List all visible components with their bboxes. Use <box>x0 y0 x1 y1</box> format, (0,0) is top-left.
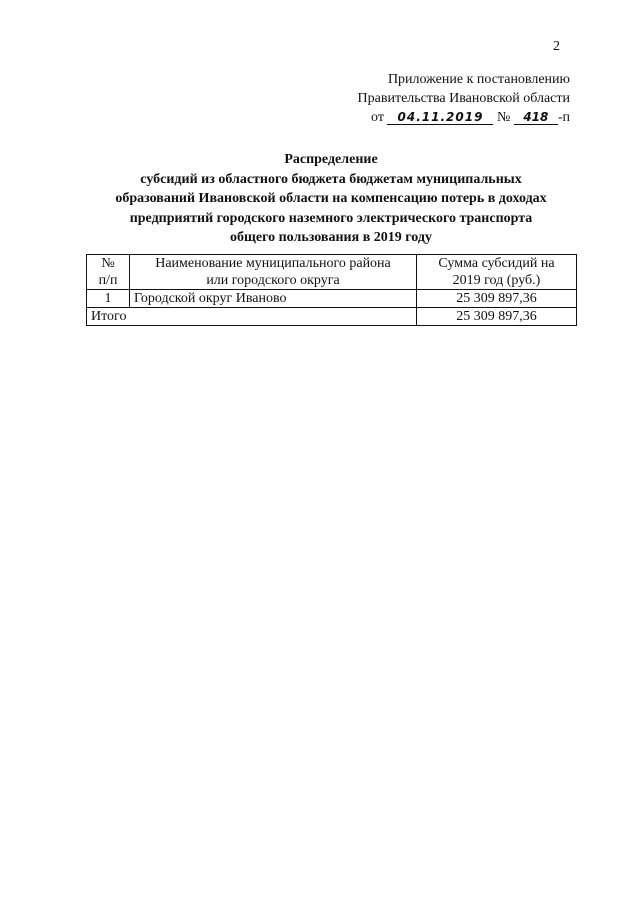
header-name-line-1: Наименование муниципального района <box>155 256 391 271</box>
appendix-header <box>358 70 570 127</box>
total-label: Итого <box>87 308 417 326</box>
title-line-2: субсидий из областного бюджета бюджетам муниципальных <box>140 171 522 187</box>
order-line <box>358 108 570 127</box>
total-sum: 25 309 897,36 <box>417 308 577 326</box>
subsidy-table <box>86 254 577 326</box>
title-line-4: предприятий городского наземного электрического транспорта <box>129 210 533 226</box>
header-sum-line-1: Сумма субсидий на <box>438 256 555 271</box>
title-line-3: образований Ивановской области на компенсацию потерь в доходах <box>115 191 547 206</box>
header-name <box>130 255 417 290</box>
page-number: 2 <box>553 39 560 54</box>
document-title <box>85 150 577 248</box>
number-suffix: -п <box>557 110 570 125</box>
header-sum-line-2: 2019 год (руб.) <box>452 273 541 288</box>
appendix-line-2: Правительства Ивановской области <box>357 91 570 106</box>
handwritten-date: 04.11.2019 <box>387 110 493 125</box>
title-line-5: общего пользования в 2019 году <box>230 230 432 245</box>
table-header-row <box>87 255 577 290</box>
header-num <box>87 255 130 290</box>
appendix-line-1: Приложение к постановлению <box>387 72 570 87</box>
header-sum <box>417 255 577 290</box>
total-row <box>87 308 577 326</box>
row-num: 1 <box>87 290 130 308</box>
number-label: № <box>496 110 511 125</box>
row-name: Городской округ Иваново <box>130 290 417 308</box>
handwritten-number: 418 <box>514 110 558 125</box>
title-line-1: Распределение <box>284 152 378 167</box>
from-label: от <box>371 110 384 125</box>
table-row <box>87 290 577 308</box>
header-name-line-2: или городского округа <box>206 273 340 288</box>
header-num-line-1: № <box>101 256 115 271</box>
header-num-line-2: п/п <box>98 273 118 288</box>
row-sum: 25 309 897,36 <box>417 290 577 308</box>
